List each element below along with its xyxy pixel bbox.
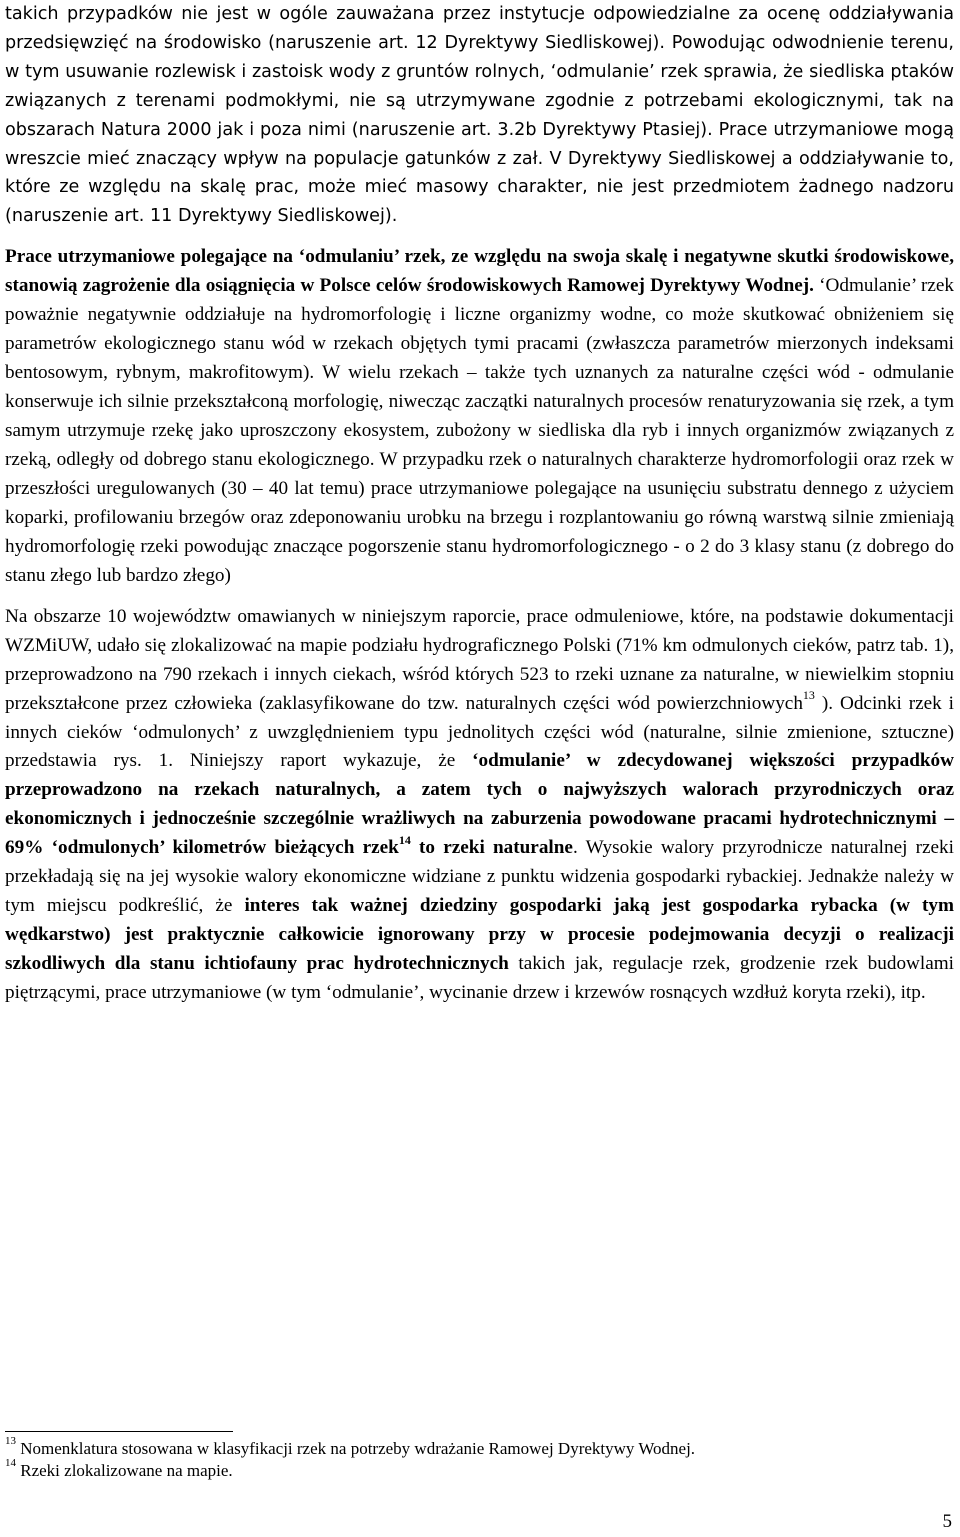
paragraph-2 [5, 243, 954, 590]
footnote-text: Rzeki zlokalizowane na mapie. [16, 1461, 233, 1480]
footnote-ref-14: 14 [398, 832, 411, 847]
paragraph-3-text-3: . Wysokie walory przyrodnicze naturalnej rzeki przekładają się na jej wysokie walory ekonomiczne widziane z punktu widzenia gospodarki rybackiej. Jednakże należy w tym miejscu podkreślić, że [5, 837, 954, 917]
footnote-marker: 14 [5, 1457, 16, 1470]
paragraph-3 [5, 603, 954, 1008]
footnote-text: Nomenklatura stosowana w klasyfikacji rzek na potrzeby wdrażanie Ramowej Dyrektywy Wodnej. [16, 1439, 696, 1458]
paragraph-3-text-1: Na obszarze 10 województw omawianych w niniejszym raporcie, prace odmuleniowe, które, na podstawie dokumentacji WZMiUW, udało się zlokalizować na mapie podziału hydrograficznego Polski (71% km odmulonych cieków, patrz tab. 1), przeprowadzono na 790 rzekach i innych ciekach, wśród których 523 to rzeki uznane za naturalne, w niewielkim stopniu przekształcone przez człowieka (zaklasyfikowane do tzw. naturalnych części wód powierzchniowych [5, 605, 954, 714]
page-body [5, 0, 954, 1008]
footnotes [5, 1435, 945, 1482]
paragraph-3-bold-2: to rzeki naturalne [410, 837, 573, 859]
footnote-marker: 13 [5, 1435, 16, 1448]
paragraph-1: takich przypadków nie jest w ogóle zauważana przez instytucje odpowiedzialne za ocenę oddziaływania przedsięwzięć na środowisko (naruszenie art. 12 Dyrektywy Siedliskowej). Powodując odwodnienie terenu, w tym usuwanie rozlewisk i zastoisk wody z gruntów rolnych, ‘odmulanie’ rzek sprawia, że siedliska ptaków związanych z terenami podmokłymi, nie są utrzymywane zgodnie z potrzebami ekologicznymi, tak na obszarach Natura 2000 jak i poza nimi (naruszenie art. 3.2b Dyrektywy Ptasiej). Prace utrzymaniowe mogą wreszcie mieć znaczący wpływ na populacje gatunków z zał. V Dyrektywy Siedliskowej a oddziaływanie to, które ze względu na skalę prac, może mieć masowy charakter, nie jest przedmiotem żadnego nadzoru (naruszenie art. 11 Dyrektywy Siedliskowej). [5, 4, 954, 227]
footnote-14 [5, 1457, 945, 1482]
footnote-ref-13: 13 [802, 688, 815, 703]
paragraph-3-bold-3: interes tak ważnej dziedziny gospodarki jaką jest gospodarka rybacka (w tym wędkarstwo) jest praktycznie całkowicie ignorowany przy w procesie podejmowania decyzji o realizacji szkodliwych dla stanu ichtiofauny prac hydrotechnicznych [5, 895, 954, 975]
paragraph-3-text-2: ). Odcinki rzek i innych cieków ‘odmulonych’ z uwzględnieniem typu jednolitych części wód (naturalne, silnie zmienione, sztuczne) przedstawia rys. 1. Niniejszy raport wykazuje, że [5, 692, 955, 772]
paragraph-2-body: ‘Odmulanie’ rzek poważnie negatywnie oddziałuje na hydromorfologię i liczne organizmy wodne, co może skutkować obniżeniem się parametrów ekologicznego stanu wód w rzekach objętych tymi pracami (zwłaszcza parametrów mierzonych indeksami bentosowym, rybnym, makrofitowym). W wielu rzekach – także tych uznanych za naturalne części wód - odmulanie konserwuje ich silnie przekształconą morfologię, niwecząc zaczątki naturalnych procesów renaturyzowania się rzek, a tym samym utrzymuje rzekę jako uproszczony ekosystem, zubożony w siedliska dla ryb i innych organizmów związanych z rzeką, odległy od dobrego stanu ekologicznego. W przypadku rzek o naturalnych charakterze hydromorfologii oraz rzek w przeszłości uregulowanych (30 – 40 lat temu) prace utrzymaniowe polegające na usunięciu substratu dennego z użyciem koparki, profilowaniu brzegów oraz zdeponowaniu urobku na brzegu i rozplantowaniu go równą warstwą silnie zmieniają hydromorfologię rzeki powodując znaczące pogorszenie stanu hydromorfologicznego - o 2 do 3 klasy stanu (z dobrego do stanu złego lub bardzo złego) [5, 275, 954, 586]
paragraph-3-text-4: takich jak, regulacje rzek, grodzenie rzek budowlami piętrzącymi, prace utrzymaniowe (w tym ‘odmulanie’, wycinanie drzew i krzewów rosnących wzdłuż koryta rzeki), itp. [5, 953, 955, 1004]
page-number: 5 [942, 1511, 952, 1532]
footnote-13 [5, 1435, 945, 1460]
footnote-separator [5, 1431, 233, 1432]
paragraph-2-bold-lead: Prace utrzymaniowe polegające na ‘odmulaniu’ rzek, ze względu na swoja skalę i negatywne skutki środowiskowe, stanowią zagrożenie dla osiągnięcia w Polsce celów środowiskowych Ramowej Dyrektywy Wodnej. [5, 246, 954, 297]
paragraph-3-bold-1: ‘odmulanie’ w zdecydowanej większości przypadków przeprowadzono na rzekach naturalnych, a zatem tych o najwyższych walorach przyrodniczych oraz ekonomicznych i jednocześnie szczególnie wrażliwych na zaburzenia powodowane pracami hydrotechnicznymi – 69% ‘odmulonych’ kilometrów bieżących rzek [5, 750, 954, 859]
